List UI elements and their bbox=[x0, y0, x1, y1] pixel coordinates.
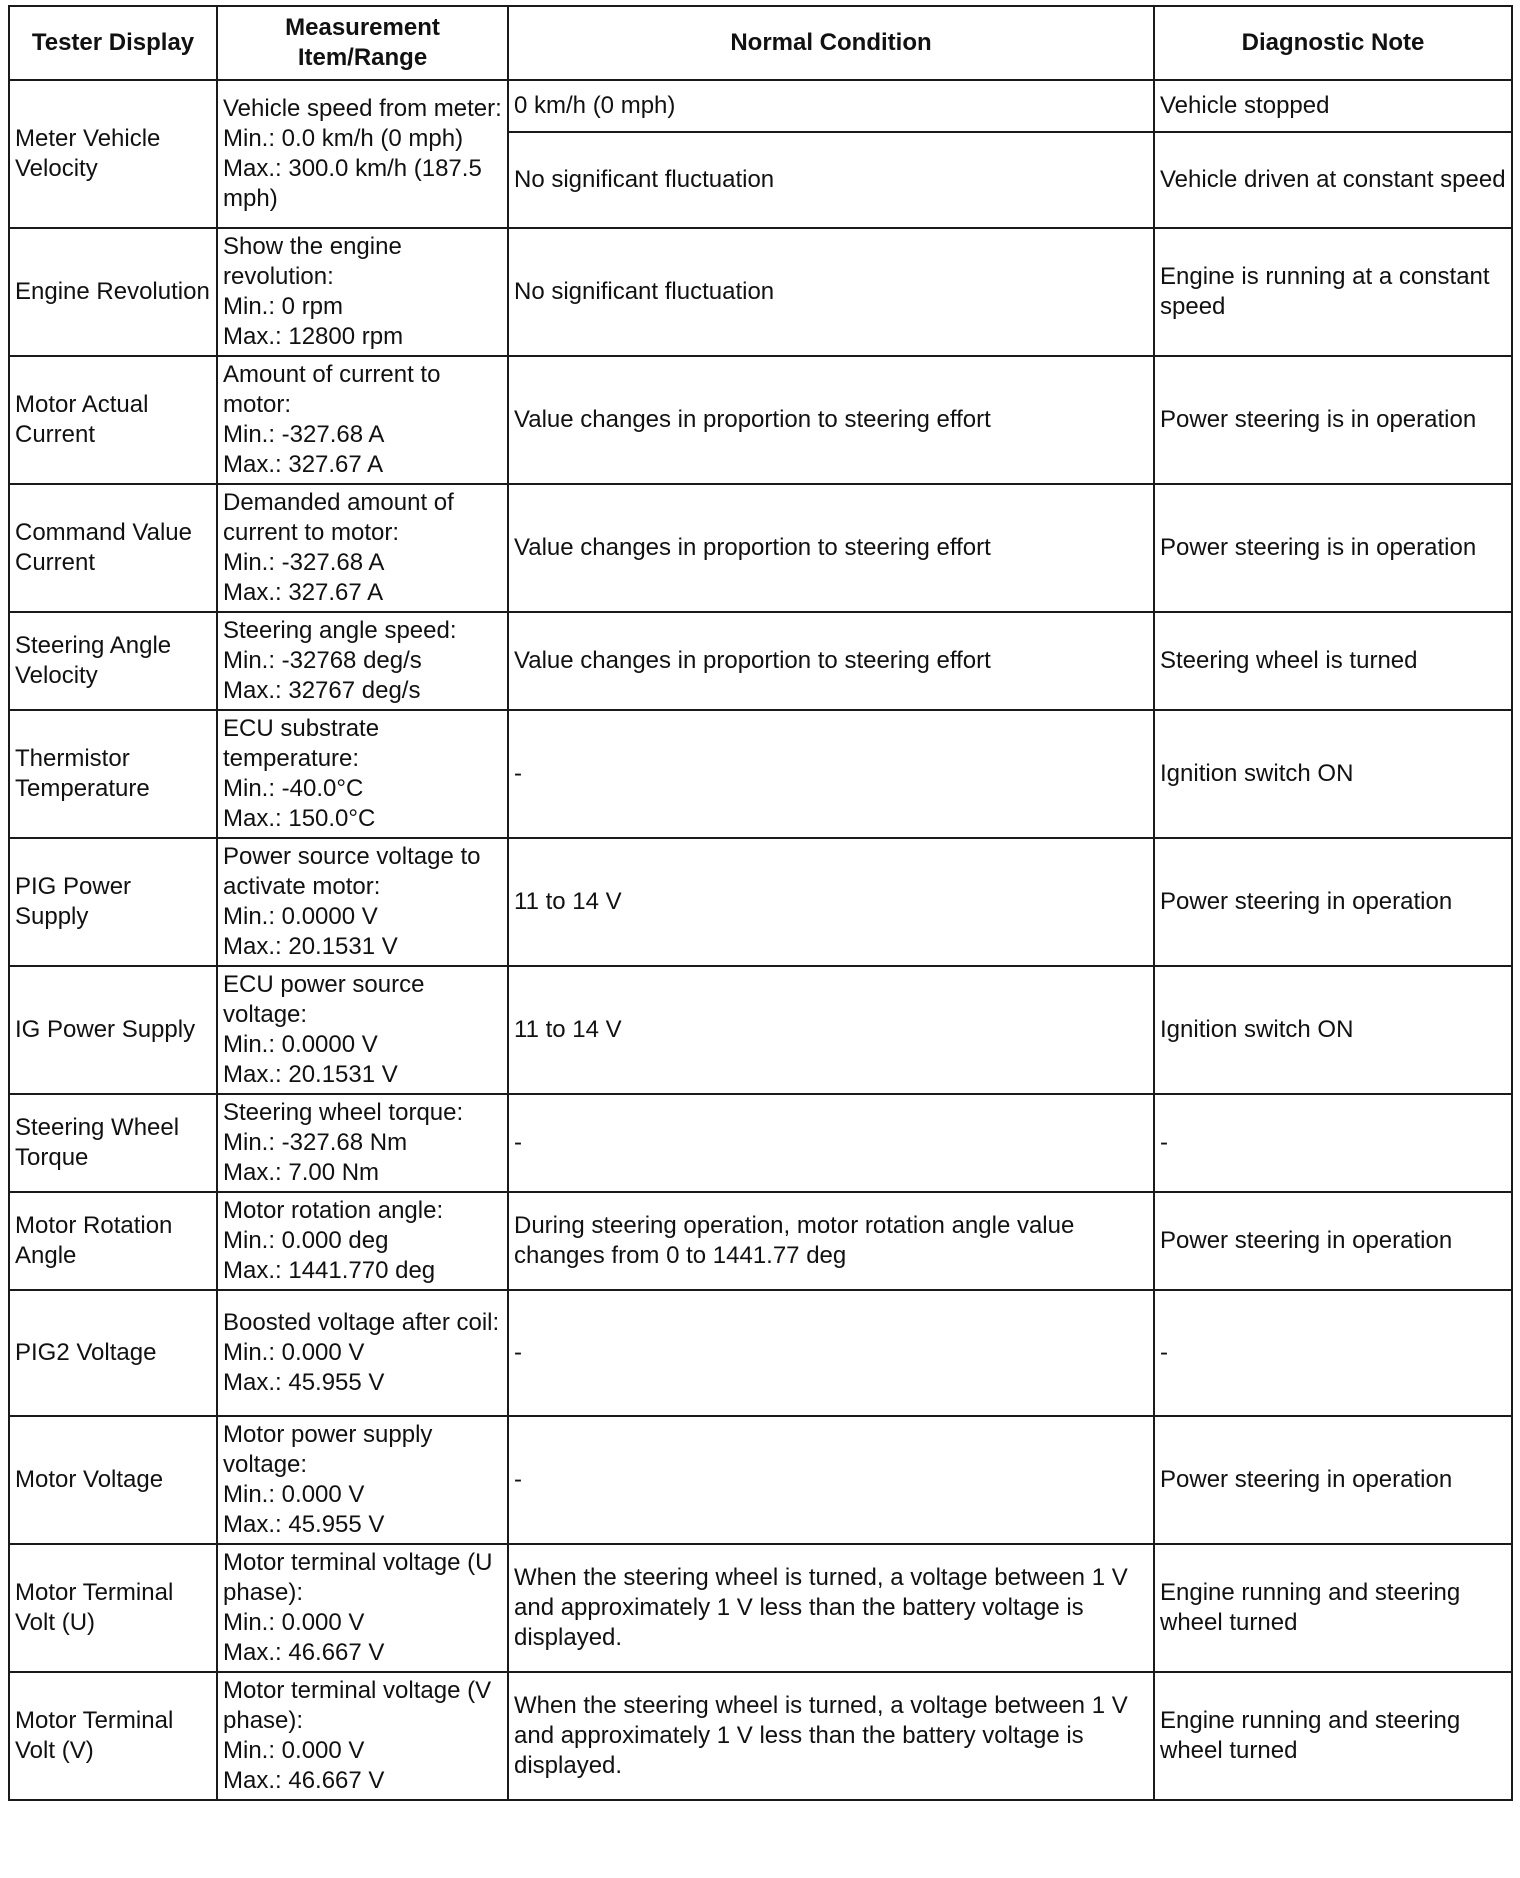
table-row bbox=[9, 1544, 1512, 1672]
measurement-cell bbox=[217, 1416, 508, 1544]
measurement-line: Min.: 0.000 V bbox=[223, 1481, 365, 1508]
table-row bbox=[9, 612, 1512, 710]
measurement-line: Steering angle speed: bbox=[223, 617, 457, 644]
diagnostic-note-cell: Power steering in operation bbox=[1154, 838, 1512, 966]
measurement-cell bbox=[217, 80, 508, 228]
diagnostic-note-cell: Engine running and steering wheel turned bbox=[1154, 1544, 1512, 1672]
table-row bbox=[9, 228, 1512, 356]
diagnostic-note-cell: Power steering is in operation bbox=[1154, 356, 1512, 484]
normal-condition-cell: No significant fluctuation bbox=[508, 228, 1154, 356]
header-diagnostic-note: Diagnostic Note bbox=[1154, 6, 1512, 80]
header-tester-display: Tester Display bbox=[9, 6, 217, 80]
diagnostic-note-cell: Vehicle stopped bbox=[1154, 80, 1512, 132]
diagnostic-note-cell: Ignition switch ON bbox=[1154, 710, 1512, 838]
measurement-line: Min.: 0.000 V bbox=[223, 1609, 365, 1636]
table-row bbox=[9, 1192, 1512, 1290]
measurement-line: ECU substrate temperature: bbox=[223, 715, 380, 772]
measurement-line: Max.: 20.1531 V bbox=[223, 933, 398, 960]
table-row bbox=[9, 1416, 1512, 1544]
tester-display-cell: PIG Power Supply bbox=[9, 838, 217, 966]
measurement-line: Motor terminal voltage (V phase): bbox=[223, 1677, 492, 1734]
normal-condition-cell: - bbox=[508, 710, 1154, 838]
diagnostic-note-cell: Vehicle driven at constant speed bbox=[1154, 132, 1512, 228]
table-row bbox=[9, 1290, 1512, 1416]
measurement-line: Min.: -40.0°C bbox=[223, 775, 364, 802]
measurement-line: Min.: 0.000 V bbox=[223, 1737, 365, 1764]
header-normal-condition: Normal Condition bbox=[508, 6, 1154, 80]
measurement-line: Max.: 7.00 Nm bbox=[223, 1159, 380, 1186]
data-list-table bbox=[8, 5, 1513, 1801]
measurement-line: Amount of current to motor: bbox=[223, 361, 441, 418]
normal-condition-cell: Value changes in proportion to steering effort bbox=[508, 484, 1154, 612]
measurement-line: ECU power source voltage: bbox=[223, 971, 425, 1028]
measurement-cell bbox=[217, 1192, 508, 1290]
normal-condition-cell: - bbox=[508, 1416, 1154, 1544]
header-measurement: Measurement Item/Range bbox=[217, 6, 508, 80]
tester-display-cell: Steering Wheel Torque bbox=[9, 1094, 217, 1192]
normal-condition-cell: When the steering wheel is turned, a voltage between 1 V and approximately 1 V less than the battery voltage is displayed. bbox=[508, 1544, 1154, 1672]
measurement-cell bbox=[217, 1094, 508, 1192]
measurement-line: Min.: 0.0000 V bbox=[223, 1031, 378, 1058]
measurement-line: Min.: -327.68 A bbox=[223, 549, 385, 576]
normal-condition-cell: Value changes in proportion to steering effort bbox=[508, 612, 1154, 710]
measurement-line: Min.: 0.000 V bbox=[223, 1339, 365, 1366]
measurement-cell bbox=[217, 356, 508, 484]
tester-display-cell: Steering Angle Velocity bbox=[9, 612, 217, 710]
table-row bbox=[9, 80, 1512, 132]
table-row bbox=[9, 484, 1512, 612]
diagnostic-note-cell: - bbox=[1154, 1094, 1512, 1192]
diagnostic-note-cell: Power steering is in operation bbox=[1154, 484, 1512, 612]
measurement-line: Max.: 327.67 A bbox=[223, 451, 384, 478]
table-row bbox=[9, 966, 1512, 1094]
measurement-line: Boosted voltage after coil: bbox=[223, 1309, 500, 1336]
measurement-cell bbox=[217, 612, 508, 710]
measurement-line: Steering wheel torque: bbox=[223, 1099, 464, 1126]
measurement-line: Show the engine revolution: bbox=[223, 233, 402, 290]
table-row bbox=[9, 1672, 1512, 1800]
diagnostic-note-cell: Power steering in operation bbox=[1154, 1192, 1512, 1290]
measurement-line: Motor power supply voltage: bbox=[223, 1421, 433, 1478]
tester-display-cell: IG Power Supply bbox=[9, 966, 217, 1094]
measurement-line: Min.: 0 rpm bbox=[223, 293, 344, 320]
measurement-line: Motor rotation angle: bbox=[223, 1197, 444, 1224]
measurement-line: Max.: 46.667 V bbox=[223, 1767, 385, 1794]
measurement-line: Max.: 327.67 A bbox=[223, 579, 384, 606]
tester-display-cell: Motor Terminal Volt (V) bbox=[9, 1672, 217, 1800]
measurement-line: Max.: 1441.770 deg bbox=[223, 1257, 436, 1284]
measurement-cell bbox=[217, 1290, 508, 1416]
table-row bbox=[9, 1094, 1512, 1192]
tester-display-cell: Command Value Current bbox=[9, 484, 217, 612]
normal-condition-cell: When the steering wheel is turned, a voltage between 1 V and approximately 1 V less than the battery voltage is displayed. bbox=[508, 1672, 1154, 1800]
measurement-line: Max.: 32767 deg/s bbox=[223, 677, 421, 704]
diagnostic-note-cell: Engine running and steering wheel turned bbox=[1154, 1672, 1512, 1800]
tester-display-cell: Motor Rotation Angle bbox=[9, 1192, 217, 1290]
normal-condition-cell: No significant fluctuation bbox=[508, 132, 1154, 228]
measurement-line: Demanded amount of current to motor: bbox=[223, 489, 454, 546]
normal-condition-cell: Value changes in proportion to steering effort bbox=[508, 356, 1154, 484]
measurement-line: Max.: 20.1531 V bbox=[223, 1061, 398, 1088]
tester-display-cell: PIG2 Voltage bbox=[9, 1290, 217, 1416]
normal-condition-cell: During steering operation, motor rotation angle value changes from 0 to 1441.77 deg bbox=[508, 1192, 1154, 1290]
measurement-line: Min.: -327.68 Nm bbox=[223, 1129, 408, 1156]
normal-condition-cell: 11 to 14 V bbox=[508, 966, 1154, 1094]
measurement-line: Vehicle speed from meter: bbox=[223, 95, 502, 122]
measurement-line: Min.: 0.0 km/h (0 mph) bbox=[223, 125, 464, 152]
measurement-cell bbox=[217, 1544, 508, 1672]
diagnostic-note-cell: - bbox=[1154, 1290, 1512, 1416]
measurement-cell bbox=[217, 838, 508, 966]
table-row bbox=[9, 838, 1512, 966]
measurement-cell bbox=[217, 228, 508, 356]
table-row bbox=[9, 356, 1512, 484]
measurement-line: Max.: 150.0°C bbox=[223, 805, 376, 832]
normal-condition-cell: - bbox=[508, 1094, 1154, 1192]
diagnostic-note-cell: Steering wheel is turned bbox=[1154, 612, 1512, 710]
measurement-cell bbox=[217, 710, 508, 838]
table-row bbox=[9, 710, 1512, 838]
normal-condition-cell: 11 to 14 V bbox=[508, 838, 1154, 966]
measurement-cell bbox=[217, 966, 508, 1094]
normal-condition-cell: 0 km/h (0 mph) bbox=[508, 80, 1154, 132]
measurement-cell bbox=[217, 1672, 508, 1800]
measurement-line: Max.: 45.955 V bbox=[223, 1369, 385, 1396]
header-row bbox=[9, 6, 1512, 80]
diagnostic-note-cell: Power steering in operation bbox=[1154, 1416, 1512, 1544]
measurement-line: Min.: 0.000 deg bbox=[223, 1227, 389, 1254]
measurement-line: Motor terminal voltage (U phase): bbox=[223, 1549, 493, 1606]
tester-display-cell: Thermistor Temperature bbox=[9, 710, 217, 838]
tester-display-cell: Engine Revolution bbox=[9, 228, 217, 356]
measurement-line: Max.: 46.667 V bbox=[223, 1639, 385, 1666]
measurement-line: Max.: 12800 rpm bbox=[223, 323, 404, 350]
measurement-line: Min.: 0.0000 V bbox=[223, 903, 378, 930]
measurement-line: Power source voltage to activate motor: bbox=[223, 843, 481, 900]
measurement-cell bbox=[217, 484, 508, 612]
measurement-line: Min.: -327.68 A bbox=[223, 421, 385, 448]
diagnostic-note-cell: Engine is running at a constant speed bbox=[1154, 228, 1512, 356]
measurement-line: Max.: 45.955 V bbox=[223, 1511, 385, 1538]
tester-display-cell: Motor Voltage bbox=[9, 1416, 217, 1544]
measurement-line: Min.: -32768 deg/s bbox=[223, 647, 422, 674]
normal-condition-cell: - bbox=[508, 1290, 1154, 1416]
tester-display-cell: Motor Terminal Volt (U) bbox=[9, 1544, 217, 1672]
tester-display-cell: Meter Vehicle Velocity bbox=[9, 80, 217, 228]
diagnostic-note-cell: Ignition switch ON bbox=[1154, 966, 1512, 1094]
measurement-line: Max.: 300.0 km/h (187.5 mph) bbox=[223, 155, 482, 212]
tester-display-cell: Motor Actual Current bbox=[9, 356, 217, 484]
